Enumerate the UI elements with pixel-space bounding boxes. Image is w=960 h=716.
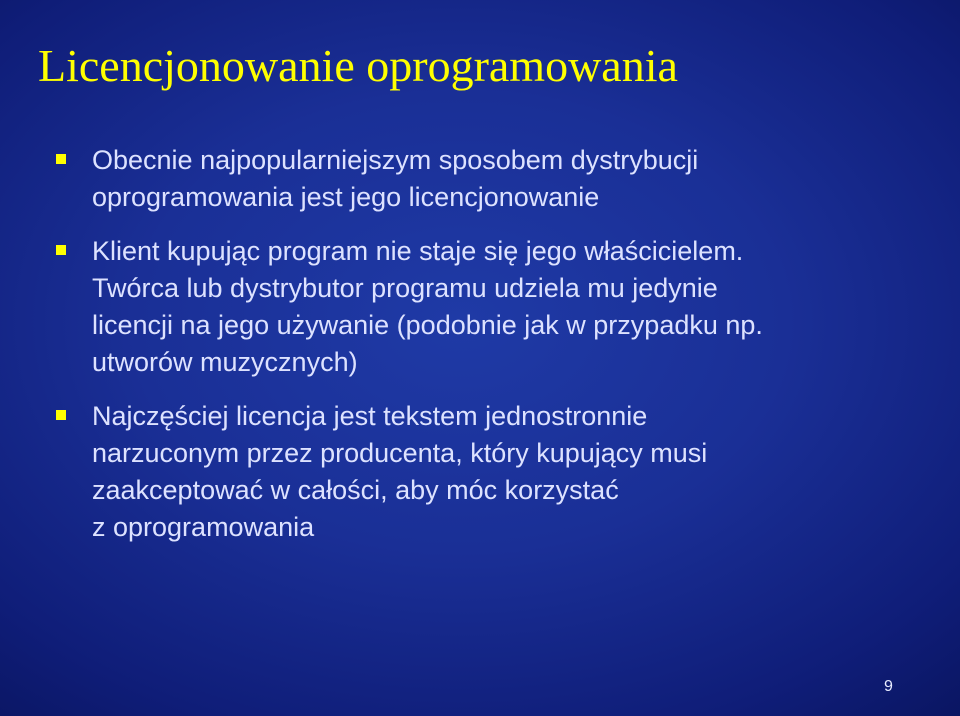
- bullet-item: [54, 398, 914, 546]
- page-number: 9: [884, 678, 893, 695]
- bullet-text-line: licencji na jego używanie (podobnie jak w przypadku np.: [92, 310, 763, 340]
- bullet-text-line: Klient kupując program nie staje się jego właścicielem.: [92, 236, 744, 266]
- bullet-text-line: narzuconym przez producenta, który kupujący musi: [92, 438, 708, 468]
- bullet-list: [54, 142, 914, 546]
- square-bullet-icon: [56, 245, 66, 255]
- square-bullet-icon: [56, 154, 66, 164]
- bullet-text-line: z oprogramowania: [92, 512, 315, 542]
- bullet-text-line: Obecnie najpopularniejszym sposobem dystrybucji: [92, 145, 699, 175]
- bullet-text-line: zaakceptować w całości, aby móc korzystać: [92, 475, 619, 505]
- bullet-text-line: oprogramowania jest jego licencjonowanie: [92, 182, 600, 212]
- bullet-item: [54, 142, 914, 216]
- bullet-text-line: Twórca lub dystrybutor programu udziela mu jedynie: [92, 273, 718, 303]
- bullet-text-line: Najczęściej licencja jest tekstem jednostronnie: [92, 401, 648, 431]
- slide-title: Licencjonowanie oprogramowania: [38, 40, 678, 91]
- square-bullet-icon: [56, 410, 66, 420]
- bullet-text-line: utworów muzycznych): [92, 347, 358, 377]
- bullet-item: [54, 233, 914, 381]
